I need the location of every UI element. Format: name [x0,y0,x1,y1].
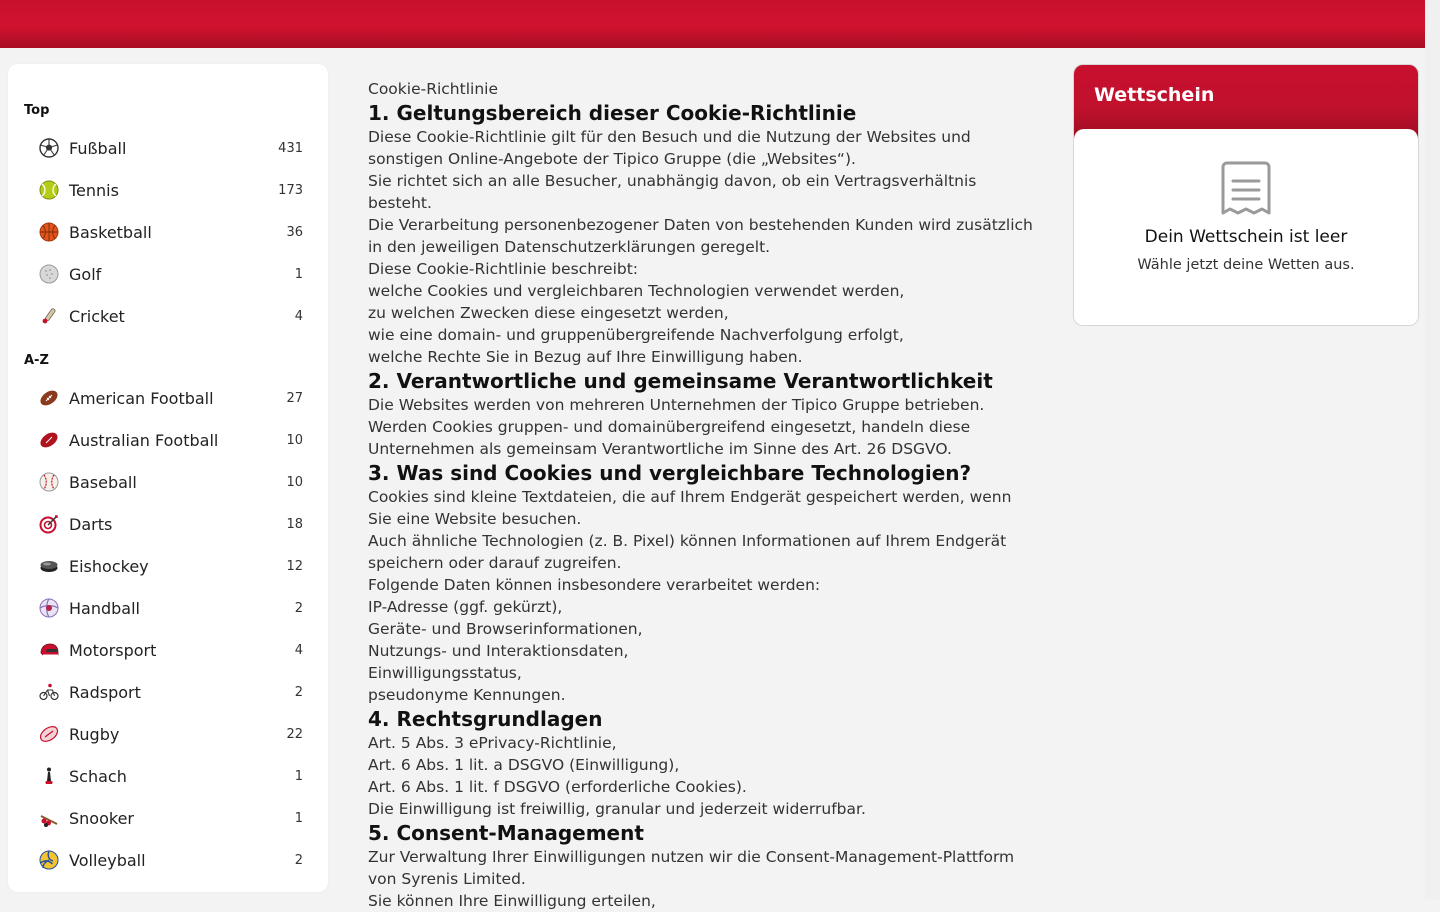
sidebar-item-label: Schach [69,766,127,786]
sidebar-item-label: Eishockey [69,556,149,576]
section-heading: 2. Verantwortliche und gemeinsame Verantwortlichkeit [368,369,993,393]
sidebar-item-label: Darts [69,514,113,534]
baseball-icon [38,471,60,493]
list-item: zu welchen Zwecken diese eingesetzt werden, [368,304,729,322]
soccer-ball-icon [38,137,60,159]
paragraph: Diese Cookie-Richtlinie gilt für den Besuch und die Nutzung der Websites und sonstigen Online-Angebote der Tipico Gruppe (die „Websites“). [368,128,971,168]
sidebar-item-label: Handball [69,598,140,618]
list-item: Art. 5 Abs. 3 ePrivacy-Richtlinie, [368,734,617,752]
event-count: 173 [278,182,303,198]
sidebar-item-snooker[interactable] [24,797,312,839]
betslip-empty-title: Dein Wettschein ist leer [1144,227,1348,247]
sidebar-item-motorsport[interactable] [24,629,312,671]
betslip-panel [1073,64,1419,326]
event-count: 2 [294,852,303,868]
sidebar-item-australian-football[interactable] [24,419,312,461]
event-count: 1 [294,810,303,826]
racing-helmet-icon [38,639,60,661]
sidebar-item-label: Radsport [69,682,141,702]
sidebar-item-handball[interactable] [24,587,312,629]
sidebar-item-darts[interactable] [24,503,312,545]
american-football-icon [38,387,60,409]
sidebar-item-label: Tennis [69,180,119,200]
list-item: Nutzungs- und Interaktionsdaten, [368,642,629,660]
event-count: 10 [286,432,303,448]
sidebar-item-schach[interactable] [24,755,312,797]
event-count: 18 [286,516,303,532]
golf-ball-icon [38,263,60,285]
sidebar-item-label: American Football [69,388,214,408]
event-count: 2 [294,684,303,700]
sidebar-item-label: Fußball [69,138,127,158]
section-heading: 5. Consent-Management [368,821,644,845]
event-count: 22 [286,726,303,742]
paragraph: Die Einwilligung ist freiwillig, granular und jederzeit widerrufbar. [368,800,866,818]
paragraph: Die Verarbeitung personenbezogener Daten von bestehenden Kunden wird zusätzlich in den jeweiligen Datenschutzerklärungen geregelt. [368,216,1033,256]
event-count: 10 [286,474,303,490]
cyclist-icon [38,681,60,703]
page-label: Cookie-Richtlinie [368,80,498,98]
sidebar-item-radsport[interactable] [24,671,312,713]
sidebar-item-label: Rugby [69,724,120,744]
sports-sidebar [8,64,328,892]
sidebar-item-label: Golf [69,264,102,284]
paragraph: Zur Verwaltung Ihrer Einwilligungen nutzen wir die Consent-Management-Plattform von Syrenis Limited. [368,848,1015,888]
cookie-policy-content [368,78,1038,912]
paragraph: Folgende Daten können insbesondere verarbeitet werden: [368,576,821,594]
sidebar-item-label: Volleyball [69,850,146,870]
section-heading: 4. Rechtsgrundlagen [368,707,603,731]
list-item: Art. 6 Abs. 1 lit. f DSGVO (erforderliche Cookies). [368,778,747,796]
sidebar-item-fussball[interactable] [24,127,312,169]
sidebar-item-label: Basketball [69,222,152,242]
list-item: pseudonyme Kennungen. [368,686,566,704]
betslip-empty-subtitle: Wähle jetzt deine Wetten aus. [1137,257,1355,273]
paragraph: Diese Cookie-Richtlinie beschreibt: [368,260,639,278]
sidebar-item-rugby[interactable] [24,713,312,755]
tennis-ball-icon [38,179,60,201]
list-item: IP-Adresse (ggf. gekürzt), [368,598,563,616]
list-item: Art. 6 Abs. 1 lit. a DSGVO (Einwilligung), [368,756,680,774]
betslip-empty-state [1074,129,1418,325]
section-heading: 3. Was sind Cookies und vergleichbare Technologien? [368,461,972,485]
sidebar-item-label: Cricket [69,306,125,326]
event-count: 27 [286,390,303,406]
rugby-ball-icon [38,723,60,745]
sidebar-item-baseball[interactable] [24,461,312,503]
sidebar-item-volleyball[interactable] [24,839,312,881]
sidebar-item-golf[interactable] [24,253,312,295]
event-count: 36 [286,224,303,240]
receipt-icon [1219,161,1273,223]
sidebar-item-eishockey[interactable] [24,545,312,587]
paragraph: Werden Cookies gruppen- und domainübergreifend eingesetzt, handeln diese Unternehmen als gemeinsam Verantwortliche im Sinne des Art. 26 DSGVO. [368,418,971,458]
sidebar-item-label: Baseball [69,472,137,492]
hockey-puck-icon [38,555,60,577]
sidebar-heading-az: A-Z [24,353,49,368]
page-scrollbar[interactable] [1425,0,1440,900]
australian-football-icon [38,429,60,451]
sidebar-item-label: Snooker [69,808,134,828]
paragraph: Auch ähnliche Technologien (z. B. Pixel) können Informationen auf Ihrem Endgerät speichern oder darauf zugreifen. [368,532,1007,572]
paragraph: Cookies sind kleine Textdateien, die auf Ihrem Endgerät gespeichert werden, wenn Sie eine Website besuchen. [368,488,1012,528]
sidebar-item-label: Australian Football [69,430,219,450]
event-count: 1 [294,266,303,282]
sidebar-item-american-football[interactable] [24,377,312,419]
event-count: 1 [294,768,303,784]
sidebar-item-tennis[interactable] [24,169,312,211]
list-item: wie eine domain- und gruppenübergreifende Nachverfolgung erfolgt, [368,326,904,344]
paragraph: Sie können Ihre Einwilligung erteilen, [368,892,656,910]
list-item: welche Cookies und vergleichbaren Technologien verwendet werden, [368,282,905,300]
section-heading: 1. Geltungsbereich dieser Cookie-Richtlinie [368,101,857,125]
betslip-title: Wettschein [1094,84,1215,106]
event-count: 4 [294,642,303,658]
sidebar-item-basketball[interactable] [24,211,312,253]
event-count: 431 [278,140,303,156]
top-header-bar [0,0,1425,48]
event-count: 4 [294,308,303,324]
darts-icon [38,513,60,535]
list-item: welche Rechte Sie in Bezug auf Ihre Einwilligung haben. [368,348,803,366]
list-item: Einwilligungsstatus, [368,664,522,682]
handball-icon [38,597,60,619]
snooker-cue-icon [38,807,60,829]
sidebar-heading-top: Top [24,103,50,118]
basketball-icon [38,221,60,243]
sidebar-item-cricket[interactable] [24,295,312,337]
event-count: 2 [294,600,303,616]
event-count: 12 [286,558,303,574]
chess-piece-icon [38,765,60,787]
volleyball-icon [38,849,60,871]
paragraph: Die Websites werden von mehreren Unternehmen der Tipico Gruppe betrieben. [368,396,985,414]
list-item: Geräte- und Browserinformationen, [368,620,643,638]
paragraph: Sie richtet sich an alle Besucher, unabhängig davon, ob ein Vertragsverhältnis besteht. [368,172,977,212]
cricket-bat-icon [38,305,60,327]
sidebar-item-label: Motorsport [69,640,157,660]
